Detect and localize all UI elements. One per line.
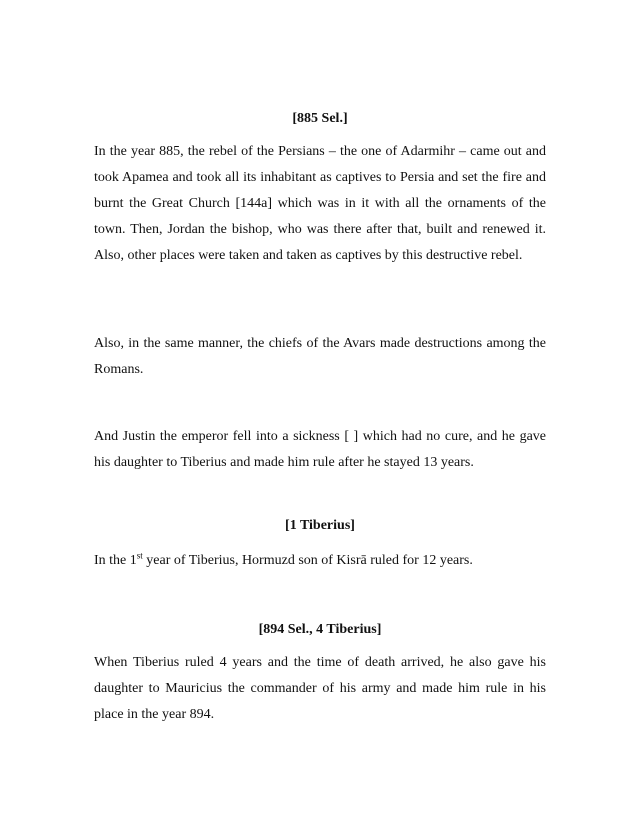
paragraph-mauricius: When Tiberius ruled 4 years and the time of death arrived, he also gave his daughter to Mauricius the commander of his army and made him rule in his place in the year 894. <box>94 655 546 722</box>
paragraph-justin-sickness: And Justin the emperor fell into a sickness [ ] which had no cure, and he gave his daughter to Tiberius and made him rule after he stayed 13 years. <box>94 429 546 470</box>
paragraph-text-after-sup: year of Tiberius, Hormuzd son of Kisrā ruled for 12 years. <box>142 553 473 568</box>
paragraph-avars: Also, in the same manner, the chiefs of the Avars made destructions among the Romans. <box>94 336 546 377</box>
paragraph-text-before-sup: In the 1 <box>94 553 137 568</box>
paragraph-885-persian-rebel: In the year 885, the rebel of the Persians – the one of Adarmihr – came out and took Apamea and took all its inhabitant as captives to Persia and set the fire and burnt the Great Church [144a] which was in it with all the ornaments of the town. Then, Jordan the bishop, who was there after that, built and renewed it. Also, other places were taken and taken as captives by this destructive rebel. <box>94 144 546 263</box>
section-heading-1-tiberius: [1 Tiberius] <box>285 518 355 533</box>
paragraph-tiberius-first-year <box>94 548 546 574</box>
section-heading-885-sel: [885 Sel.] <box>292 111 348 126</box>
ordinal-superscript: st <box>136 550 143 561</box>
section-heading-894-sel-4-tiberius: [894 Sel., 4 Tiberius] <box>258 622 382 637</box>
